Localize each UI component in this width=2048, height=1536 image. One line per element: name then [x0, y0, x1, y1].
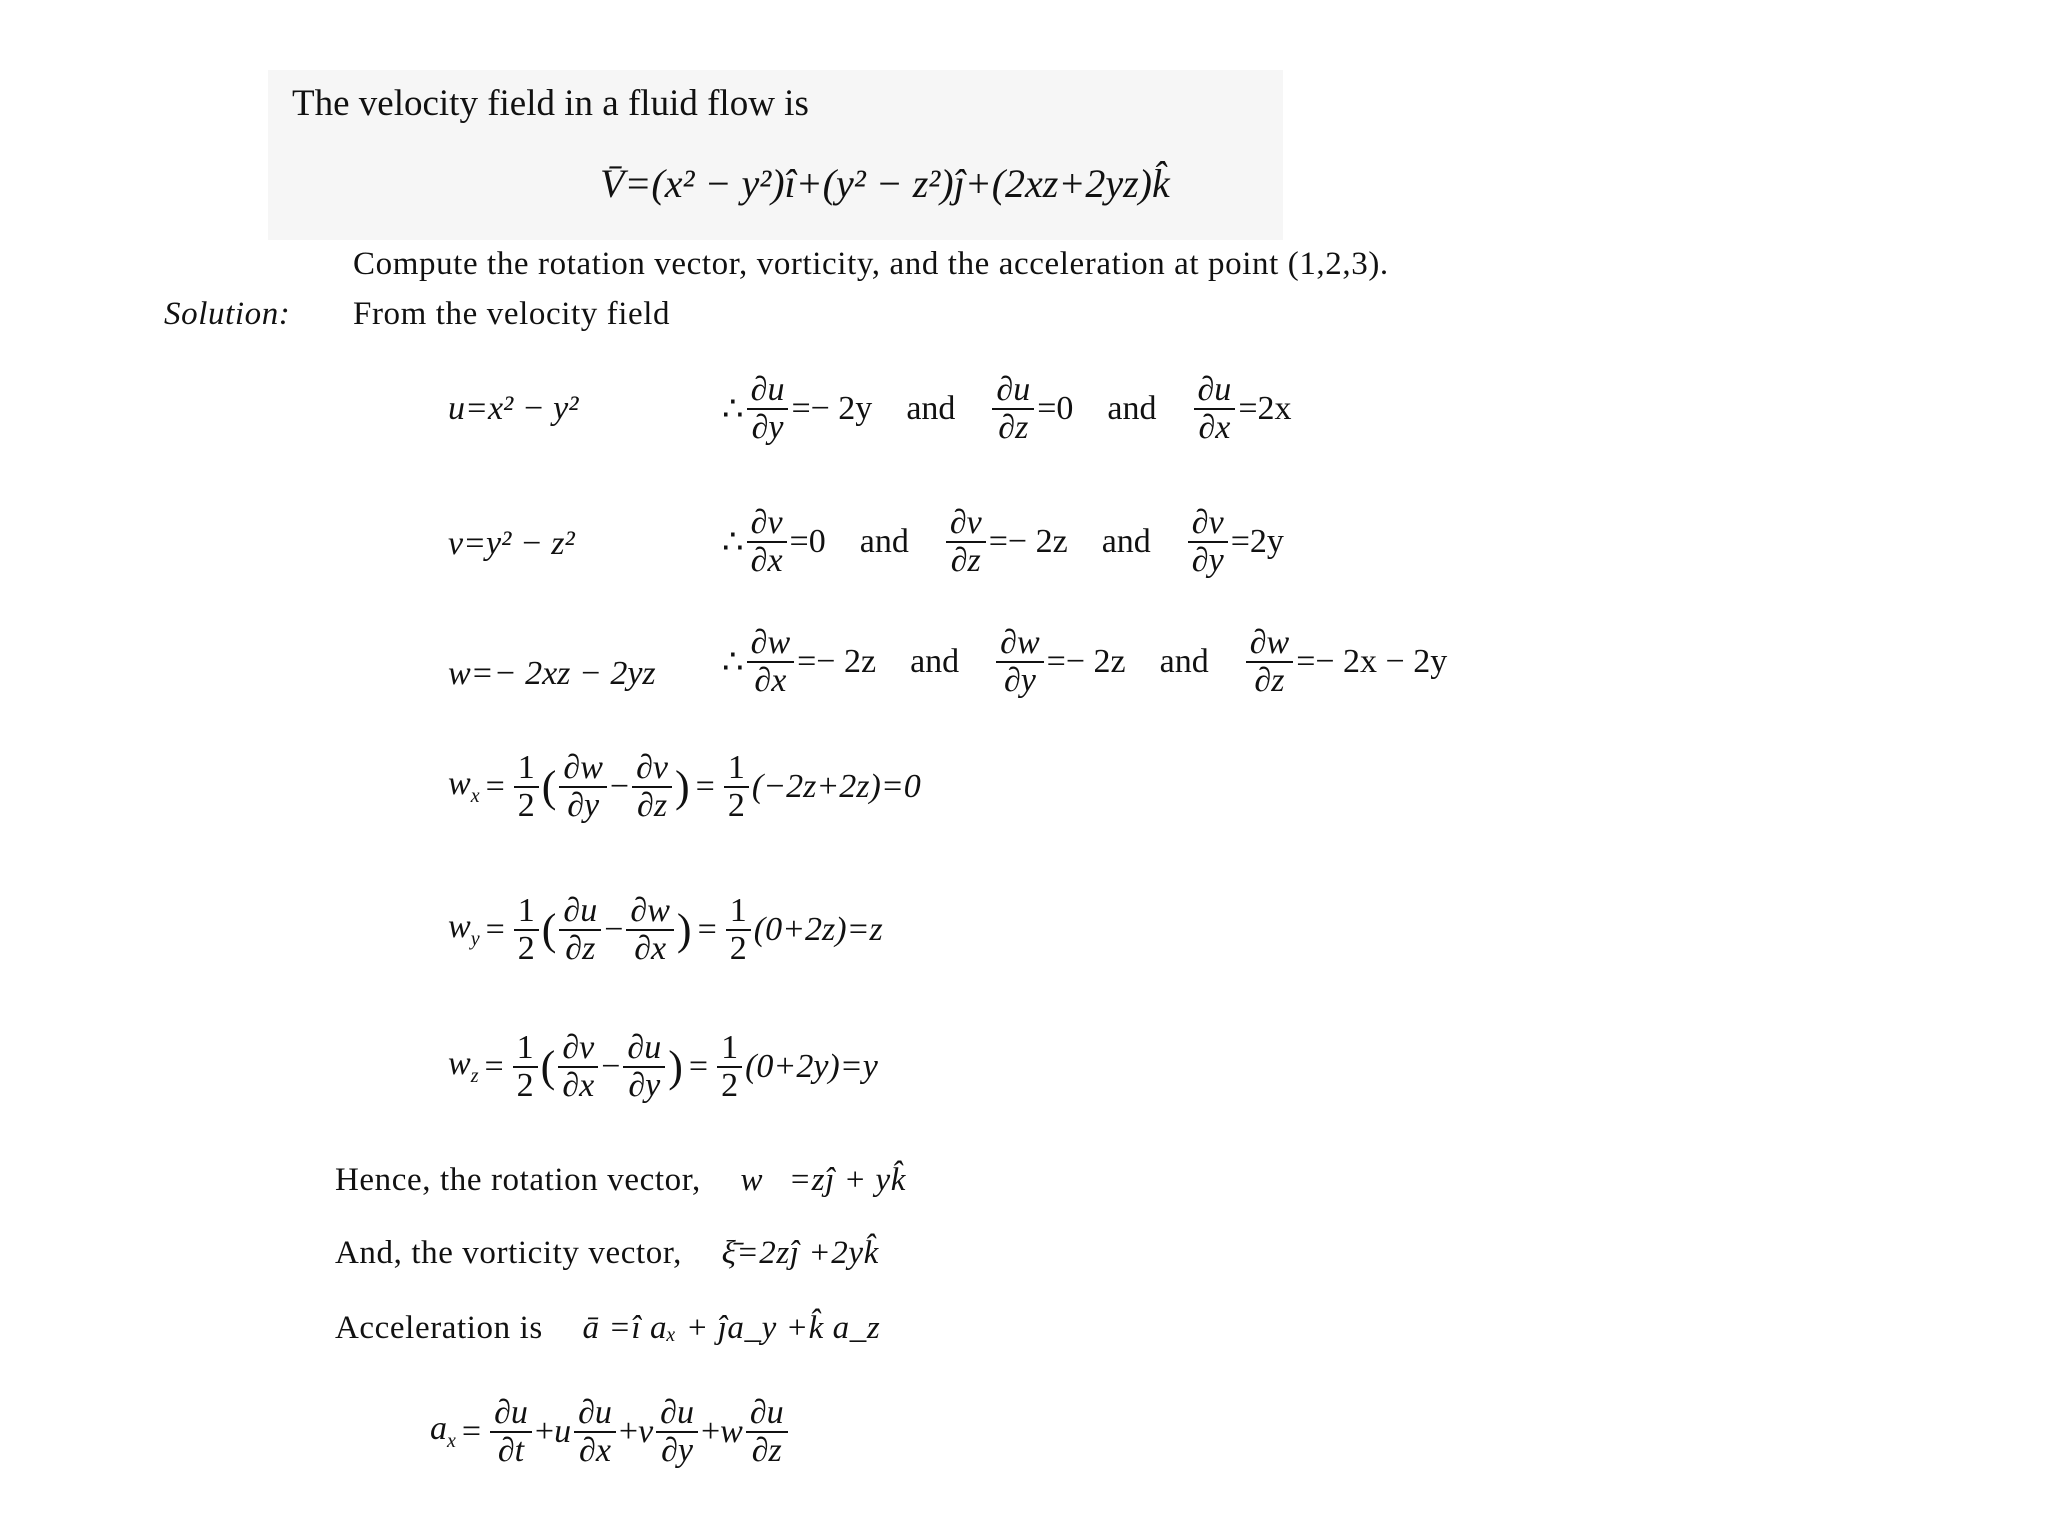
v-def-text: v=y² − z² [448, 525, 575, 562]
and-connector: and [1159, 642, 1209, 680]
w-def-text: w=− 2xz − 2yz [448, 655, 656, 692]
dv-dz-fraction: $\frac{\partial v}{\partial z}$ [946, 505, 986, 578]
velocity-field-equation [600, 160, 1170, 207]
vorticity-equation: ξ̄=2zĵ +2yk̂ [721, 1235, 879, 1271]
dw-dy-fraction: $\frac{\partial w}{\partial y}$ [996, 625, 1043, 698]
u-derivatives [722, 372, 1292, 445]
wx-result: (−2z+2z)=0 [751, 767, 921, 805]
solution-lead: From the velocity field [353, 296, 671, 332]
therefore-symbol: ∴ [722, 390, 744, 428]
wz-result: (0+2y)=y [745, 1047, 878, 1085]
rotation-text: Hence, the rotation vector, [335, 1162, 701, 1198]
dv-dz-value: =− 2z [988, 522, 1068, 560]
problem-statement: The velocity field in a fluid flow is [292, 83, 809, 124]
du-dy-fraction: $\frac{\partial u}{\partial y}$ [747, 372, 789, 445]
dw-dx-value: =− 2z [797, 642, 877, 680]
rotation-vector-line [335, 1162, 906, 1199]
dw-dy-value: =− 2z [1046, 642, 1126, 680]
dv-dx-fraction: $\frac{\partial v}{\partial x}$ [747, 505, 787, 578]
wy-result: (0+2z)=z [753, 910, 883, 948]
and-connector: and [859, 522, 909, 560]
u-def-text: u=x² − y² [448, 390, 579, 427]
ax-equation: $a_x$ = $\frac{\partial u}{\partial t}$ +u $\frac{\partial u}{\partial x}$ +v $\frac{\partial u}{\partial y}$ +w $\frac{\partial u}{\partial z}$ [430, 1395, 791, 1468]
therefore-symbol: ∴ [722, 643, 744, 681]
dw-dz-value: =− 2x − 2y [1296, 642, 1448, 680]
wz-equation: $w_z$ = $\frac{1}{2}$ ( $\frac{\partial v}{\partial x}$ − $\frac{\partial u}{\partial y}$ ) = $\frac{1}{2}$ (0+2y)=y [448, 1029, 878, 1104]
velocity-field-text: V̄=(x² − y²)î+(y² − z²)ĵ+(2xz+2yz)k̂ [600, 161, 1170, 206]
and-connector: and [906, 389, 956, 427]
task-statement: Compute the rotation vector, vorticity, and the acceleration at point (1,2,3). [353, 246, 1389, 282]
vorticity-vector-line [335, 1235, 879, 1272]
du-dy-value: =− 2y [791, 389, 873, 427]
acceleration-text: Acceleration is [335, 1310, 543, 1346]
and-connector: and [1107, 389, 1157, 427]
du-dx-fraction: $\frac{\partial u}{\partial x}$ [1194, 372, 1236, 445]
dv-dy-fraction: $\frac{\partial v}{\partial y}$ [1188, 505, 1228, 578]
u-definition [448, 390, 578, 428]
rotation-equation: w⃗=zĵ + yk̂ [740, 1162, 906, 1198]
w-definition [448, 655, 656, 693]
acceleration-equation: ā =î aₓ + ĵa_y +k̂ a_z [582, 1310, 881, 1346]
dw-dz-fraction: $\frac{\partial w}{\partial z}$ [1246, 625, 1293, 698]
vorticity-text: And, the vorticity vector, [335, 1235, 682, 1271]
therefore-symbol: ∴ [722, 523, 744, 561]
and-connector: and [1101, 522, 1151, 560]
dv-dy-value: =2y [1230, 522, 1284, 560]
and-connector: and [910, 642, 960, 680]
du-dx-value: =2x [1238, 389, 1292, 427]
dw-dx-fraction: $\frac{\partial w}{\partial x}$ [747, 625, 794, 698]
acceleration-line [335, 1310, 880, 1347]
du-dz-fraction: $\frac{\partial u}{\partial z}$ [992, 372, 1034, 445]
v-derivatives [722, 505, 1284, 578]
solution-label: Solution: [164, 296, 291, 332]
w-derivatives [722, 625, 1447, 698]
wy-equation: $w_y$ = $\frac{1}{2}$ ( $\frac{\partial u}{\partial z}$ − $\frac{\partial w}{\partial x}$ ) = $\frac{1}{2}$ (0+2z)=z [448, 892, 883, 967]
v-definition [448, 525, 575, 563]
du-dz-value: =0 [1037, 389, 1074, 427]
dv-dx-value: =0 [789, 522, 826, 560]
wx-equation: $w_x$ = $\frac{1}{2}$ ( $\frac{\partial w}{\partial y}$ − $\frac{\partial v}{\partial z}$ ) = $\frac{1}{2}$ (−2z+2z)=0 [448, 749, 921, 824]
